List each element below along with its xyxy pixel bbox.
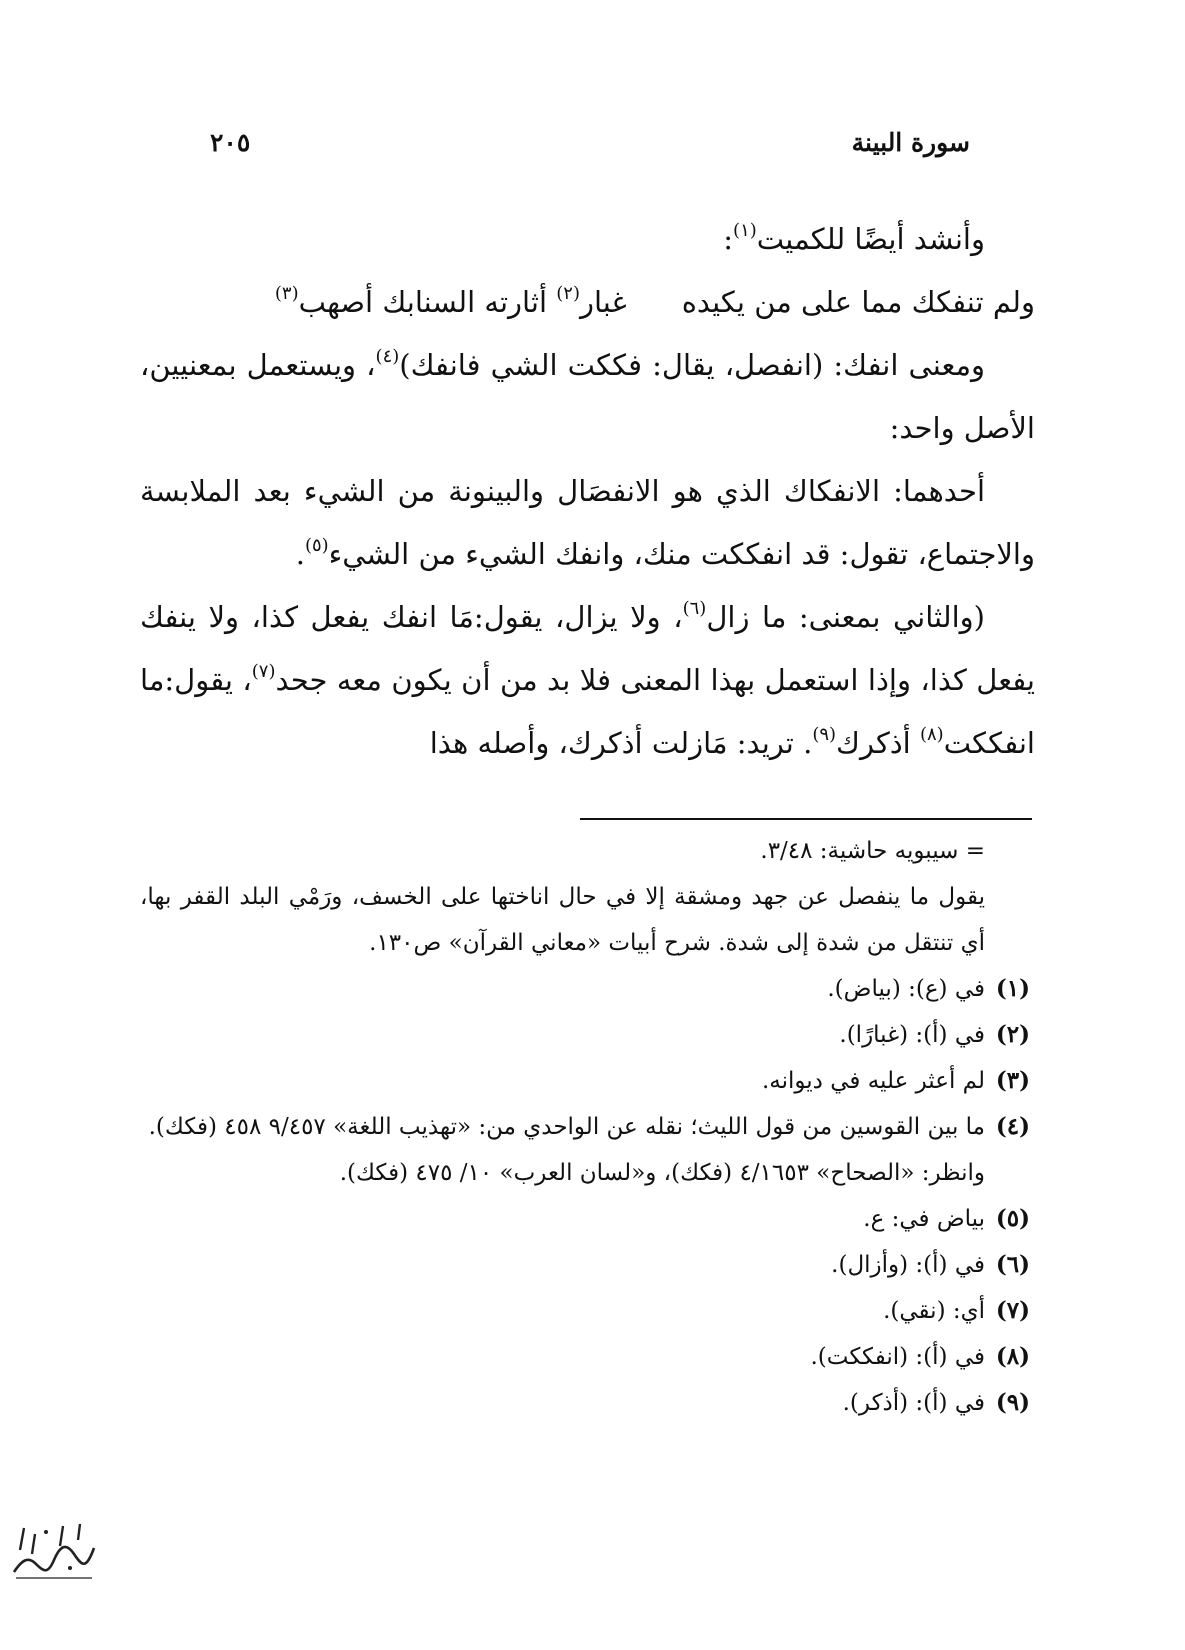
page-number: ٢٠٥	[210, 128, 251, 157]
footnote-ref[interactable]: (٩)	[812, 724, 837, 746]
footnote	[140, 1012, 1030, 1058]
paragraph-second-meaning: (والثاني بمعنى: ما زال$^{(٦)}$، ولا يزال، يقول:مَا انفك يفعل كذا، ولا ينفك يفعل كذا، وإذا استعمل بهذا المعنى فلا بد من أن يكون معه جحد$^{(٧)}$، يقول:ما انفككت$^{(٨)}$ أذكرك$^{(٩)}$. تريد: مَازلت أذكرك، وأصله هذا	[140, 598, 1036, 760]
footnote-number: (٦)	[995, 1251, 1030, 1278]
watermark-calligraphy-logo	[8, 1520, 100, 1586]
footnote-ref[interactable]: (٧)	[251, 661, 276, 683]
footnote	[140, 1058, 1030, 1104]
footnote-text: في (ع): (بياض).	[827, 976, 985, 1002]
surah-title: سورة البينة	[851, 128, 970, 157]
footnote	[140, 1380, 1030, 1426]
footnote-ref[interactable]: (٥)	[304, 535, 329, 557]
footnote-text: لم أعثر عليه في ديوانه.	[761, 1068, 985, 1094]
paragraph-meaning: ومعنى انفك: (انفصل، يقال: فككت الشي فانفك)$^{(٤)}$، ويستعمل بمعنيين، الأصل واحد:	[140, 346, 1035, 445]
footnote-ref[interactable]: (١)	[733, 220, 757, 242]
footnote-text: في (أ): (غبارًا).	[839, 1022, 985, 1048]
paragraph-first-meaning: أحدهما: الانفكاك الذي هو الانفصَال والبينونة من الشيء بعد الملابسة والاجتماع، تقول: قد انفككت منك، وانفك الشيء من الشيء$^{(٥)}$.	[140, 474, 1035, 571]
footnote-text: بياض في: ع.	[863, 1206, 985, 1232]
footnote-ref[interactable]: (٦)	[682, 598, 707, 620]
footnote-continuation: يقول ما ينفصل عن جهد ومشقة إلا في حال اناختها على الخسف، ورَمْي البلد القفر بها، أي تنتقل من شدة إلى شدة. شرح أبيات «معاني القرآن» ص١٣٠.	[140, 884, 985, 956]
footnote-text: في (أ): (أذكر).	[842, 1390, 985, 1416]
footnote-ref[interactable]: (٤)	[375, 346, 400, 368]
footnote-number: (٢)	[995, 1021, 1030, 1048]
footnote-ref[interactable]: (٣)	[274, 283, 299, 305]
footnote-number: (٤)	[995, 1113, 1030, 1140]
footnote-number: (٥)	[995, 1205, 1030, 1232]
footnotes	[140, 828, 1030, 1426]
footnote-number: (٧)	[995, 1297, 1030, 1324]
footnote-number: (٩)	[995, 1389, 1030, 1416]
footnote-text: ما بين القوسين من قول الليث؛ نقله عن الواحدي من: «تهذيب اللغة» ٩/٤٥٧ ٤٥٨ (فكك).	[148, 1114, 985, 1140]
footnote	[140, 1334, 1030, 1380]
intro-line: وأنشد أيضًا للكميت$^{(١)}$:	[723, 220, 985, 256]
footnote-separator	[580, 818, 1032, 820]
footnote-ref[interactable]: (٢)	[556, 283, 580, 305]
footnote-ref[interactable]: (٨)	[919, 724, 944, 746]
footnote-text: في (أ): (وأزال).	[831, 1252, 985, 1278]
footnote-number: (٨)	[995, 1343, 1030, 1370]
footnote	[140, 1242, 1030, 1288]
footnote-number: (٣)	[995, 1067, 1030, 1094]
footnote	[140, 1288, 1030, 1334]
footnote-number: (١)	[995, 975, 1030, 1002]
footnote	[140, 1104, 1030, 1150]
footnote	[140, 1196, 1030, 1242]
footnote-text-extra: وانظر: «الصحاح» ٤/١٦٥٣ (فكك)، و«لسان العرب» ١٠/ ٤٧٥ (فكك).	[339, 1160, 985, 1186]
verse-hemistich-2: غبار$^{(٢)}$ أثارته السنابك أصهب$^{(٣)}$	[274, 283, 627, 319]
footnote-text: في (أ): (انفككت).	[810, 1344, 985, 1370]
footnote-continuation: = سيبويه حاشية: ٣/٤٨.	[760, 838, 985, 864]
footnote-text: أي: (نقي).	[883, 1298, 985, 1324]
footnote	[140, 966, 1030, 1012]
poetry-verse	[140, 271, 1035, 334]
verse-hemistich-1: ولم تنفكك مما على من يكيده	[681, 285, 1035, 319]
main-text	[140, 208, 1035, 775]
